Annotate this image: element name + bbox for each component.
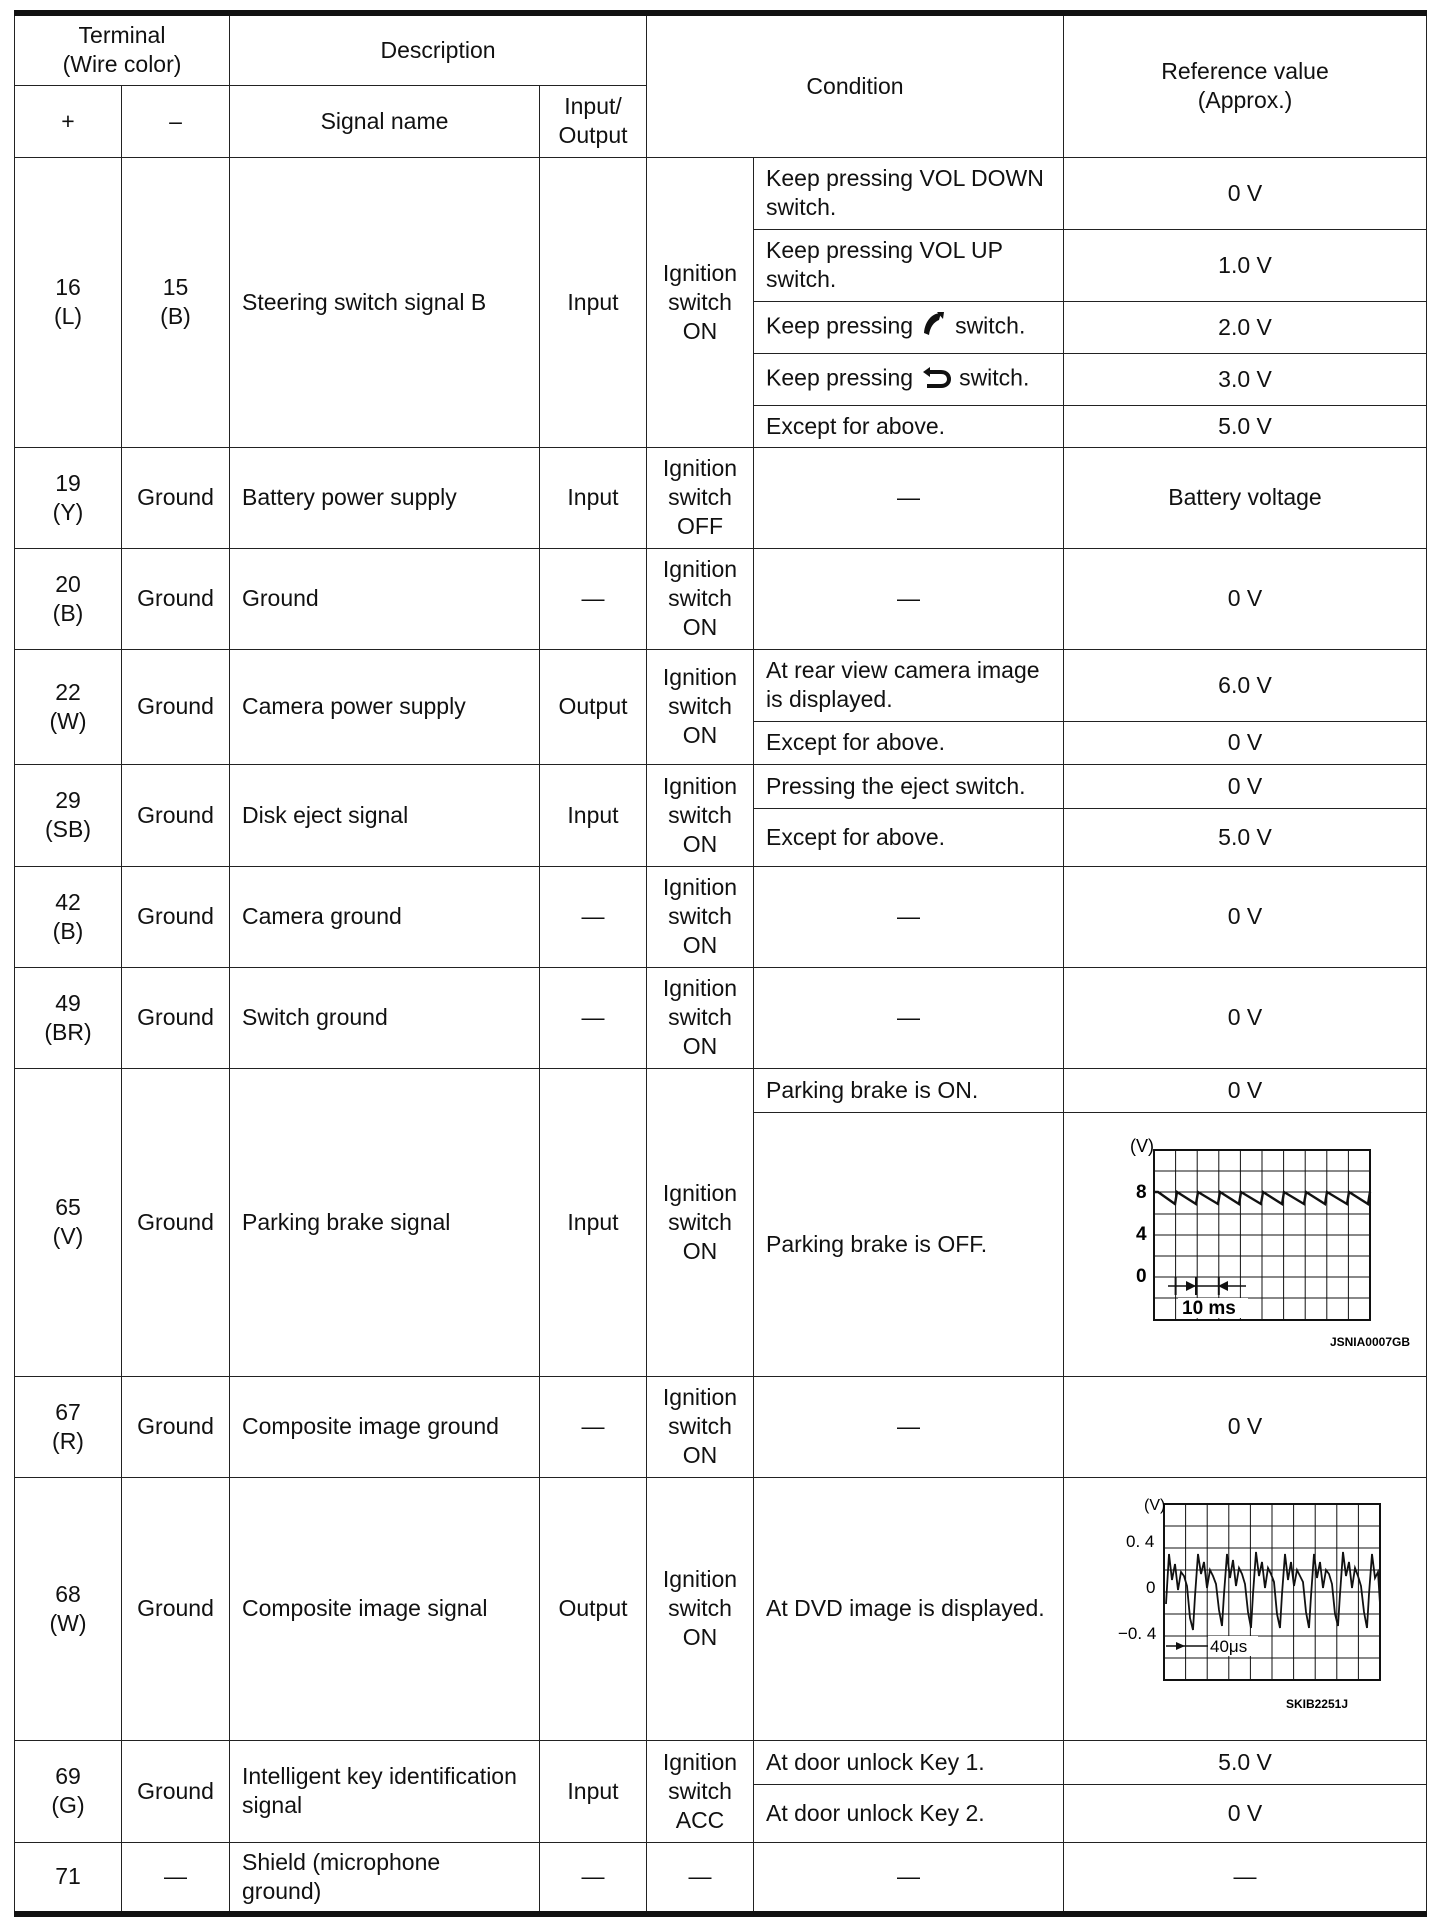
reference-value: — [1064, 1842, 1427, 1914]
reference-value: 0 V [1064, 548, 1427, 649]
terminal-minus: — [122, 1842, 230, 1914]
io-value: — [540, 967, 647, 1068]
terminal-minus: Ground [122, 447, 230, 548]
waveform-y-label: 0. 4 [1126, 1532, 1155, 1551]
ignition-state: Ignition switch ON [647, 1068, 754, 1376]
reference-value: 5.0 V [1064, 405, 1427, 447]
table-row [15, 1376, 1427, 1477]
reference-value: 1.0 V [1064, 229, 1427, 301]
condition-text: Pressing the eject switch. [754, 764, 1064, 808]
condition-text: Parking brake is ON. [754, 1068, 1064, 1112]
io-value: — [540, 1842, 647, 1914]
signal-name: Steering switch signal B [230, 157, 540, 447]
condition-text: Except for above. [754, 721, 1064, 764]
io-value: Input [540, 1740, 647, 1842]
table-row [15, 1842, 1427, 1914]
condition-text [754, 353, 1064, 405]
reference-value: 0 V [1064, 1784, 1427, 1842]
terminal-plus: 69 (G) [15, 1740, 122, 1842]
waveform-y-label: −0. 4 [1118, 1624, 1157, 1643]
reference-value: 2.0 V [1064, 301, 1427, 353]
terminal-plus: 49 (BR) [15, 967, 122, 1068]
signal-name: Camera ground [230, 866, 540, 967]
io-value: — [540, 866, 647, 967]
parking-brake-waveform [1074, 1130, 1416, 1359]
terminal-plus: 68 (W) [15, 1477, 122, 1740]
reference-value: 6.0 V [1064, 649, 1427, 721]
condition-text: At DVD image is displayed. [754, 1477, 1064, 1740]
condition-text: — [754, 1376, 1064, 1477]
condition-text: Keep pressing VOL UP switch. [754, 229, 1064, 301]
condition-text: — [754, 866, 1064, 967]
reference-value: 5.0 V [1064, 808, 1427, 866]
reference-value: 0 V [1064, 721, 1427, 764]
table-row [15, 447, 1427, 548]
table-row [15, 866, 1427, 967]
terminal-plus: 29 (SB) [15, 764, 122, 866]
header-minus: – [122, 85, 230, 157]
ignition-state: Ignition switch ON [647, 764, 754, 866]
io-value: Input [540, 1068, 647, 1376]
terminal-plus: 65 (V) [15, 1068, 122, 1376]
table-row [15, 764, 1427, 808]
signal-name: Camera power supply [230, 649, 540, 764]
condition-text: Keep pressing VOL DOWN switch. [754, 157, 1064, 229]
terminal-plus: 42 (B) [15, 866, 122, 967]
ignition-state: Ignition switch ON [647, 866, 754, 967]
terminal-plus: 67 (R) [15, 1376, 122, 1477]
phone-icon [921, 311, 947, 344]
ignition-state: Ignition switch ON [647, 1376, 754, 1477]
terminal-minus: Ground [122, 967, 230, 1068]
condition-text: Except for above. [754, 808, 1064, 866]
condition-text: — [754, 967, 1064, 1068]
table-row [15, 1477, 1427, 1740]
terminal-minus: Ground [122, 1376, 230, 1477]
ignition-state: Ignition switch ON [647, 1477, 754, 1740]
signal-name: Composite image signal [230, 1477, 540, 1740]
terminal-minus: Ground [122, 764, 230, 866]
ignition-state: Ignition switch ON [647, 967, 754, 1068]
reference-value: 0 V [1064, 1068, 1427, 1112]
condition-text: — [754, 1842, 1064, 1914]
table-row [15, 1068, 1427, 1112]
ignition-state: Ignition switch ON [647, 649, 754, 764]
terminal-minus: Ground [122, 866, 230, 967]
ignition-state: Ignition switch ON [647, 548, 754, 649]
reference-value: 0 V [1064, 764, 1427, 808]
waveform-unit: (V) [1130, 1135, 1155, 1156]
waveform-cell [1064, 1477, 1427, 1740]
signal-name: Intelligent key identification signal [230, 1740, 540, 1842]
waveform-unit: (V) [1144, 1497, 1166, 1514]
table-row [15, 157, 1427, 229]
condition-text: — [754, 447, 1064, 548]
header-reference: Reference value (Approx.) [1064, 13, 1427, 157]
terminal-minus: Ground [122, 1477, 230, 1740]
io-value: Input [540, 447, 647, 548]
back-arrow-icon [921, 363, 951, 396]
condition-text: Except for above. [754, 405, 1064, 447]
ignition-state: Ignition switch ACC [647, 1740, 754, 1842]
condition-suffix: switch. [959, 364, 1030, 391]
condition-text: — [754, 548, 1064, 649]
terminal-minus: Ground [122, 548, 230, 649]
ignition-state: Ignition switch OFF [647, 447, 754, 548]
signal-name: Shield (microphone ground) [230, 1842, 540, 1914]
waveform-time-label: 40μs [1210, 1637, 1248, 1656]
reference-value: 3.0 V [1064, 353, 1427, 405]
terminal-plus: 16 (L) [15, 157, 122, 447]
terminal-plus: 71 [15, 1842, 122, 1914]
signal-name: Switch ground [230, 967, 540, 1068]
reference-value: 0 V [1064, 967, 1427, 1068]
waveform-time-label: 10 ms [1182, 1297, 1236, 1319]
composite-image-waveform [1074, 1494, 1416, 1723]
terminal-plus: 19 (Y) [15, 447, 122, 548]
header-row-1 [15, 13, 1427, 85]
waveform-y-label: 4 [1136, 1223, 1147, 1245]
waveform-figure-id: SKIB2251J [1285, 1697, 1349, 1711]
waveform-cell [1064, 1112, 1427, 1376]
header-plus: + [15, 85, 122, 157]
header-description: Description [230, 13, 647, 85]
table-row [15, 967, 1427, 1068]
waveform-y-label: 0 [1146, 1578, 1156, 1597]
condition-text: At door unlock Key 2. [754, 1784, 1064, 1842]
io-value: Output [540, 1477, 647, 1740]
terminal-plus: 20 (B) [15, 548, 122, 649]
terminal-minus: Ground [122, 649, 230, 764]
reference-value: 0 V [1064, 1376, 1427, 1477]
terminal-plus: 22 (W) [15, 649, 122, 764]
condition-text: At door unlock Key 1. [754, 1740, 1064, 1784]
io-value: Input [540, 157, 647, 447]
header-terminal: Terminal (Wire color) [15, 13, 230, 85]
terminal-minus: Ground [122, 1068, 230, 1376]
terminal-minus: Ground [122, 1740, 230, 1842]
terminal-spec-table [14, 10, 1427, 1917]
reference-value: 0 V [1064, 157, 1427, 229]
condition-suffix: switch. [955, 312, 1026, 339]
table-row [15, 548, 1427, 649]
ignition-state: Ignition switch ON [647, 157, 754, 447]
header-condition: Condition [647, 13, 1064, 157]
signal-name: Ground [230, 548, 540, 649]
table-row [15, 1740, 1427, 1784]
signal-name: Disk eject signal [230, 764, 540, 866]
signal-name: Parking brake signal [230, 1068, 540, 1376]
reference-value: 5.0 V [1064, 1740, 1427, 1784]
condition-text: At rear view camera image is displayed. [754, 649, 1064, 721]
condition-text [754, 301, 1064, 353]
ignition-state: — [647, 1842, 754, 1914]
signal-name: Composite image ground [230, 1376, 540, 1477]
io-value: Output [540, 649, 647, 764]
io-value: — [540, 1376, 647, 1477]
signal-name: Battery power supply [230, 447, 540, 548]
table-row [15, 649, 1427, 721]
reference-value: 0 V [1064, 866, 1427, 967]
header-signal-name: Signal name [230, 85, 540, 157]
condition-prefix: Keep pressing [766, 312, 914, 339]
waveform-y-label: 0 [1136, 1265, 1147, 1287]
io-value: Input [540, 764, 647, 866]
waveform-y-label: 8 [1136, 1181, 1147, 1203]
terminal-minus: 15 (B) [122, 157, 230, 447]
header-io: Input/ Output [540, 85, 647, 157]
reference-value: Battery voltage [1064, 447, 1427, 548]
condition-prefix: Keep pressing [766, 364, 914, 391]
io-value: — [540, 548, 647, 649]
waveform-figure-id: JSNIA0007GB [1329, 1334, 1411, 1349]
condition-text: Parking brake is OFF. [754, 1112, 1064, 1376]
